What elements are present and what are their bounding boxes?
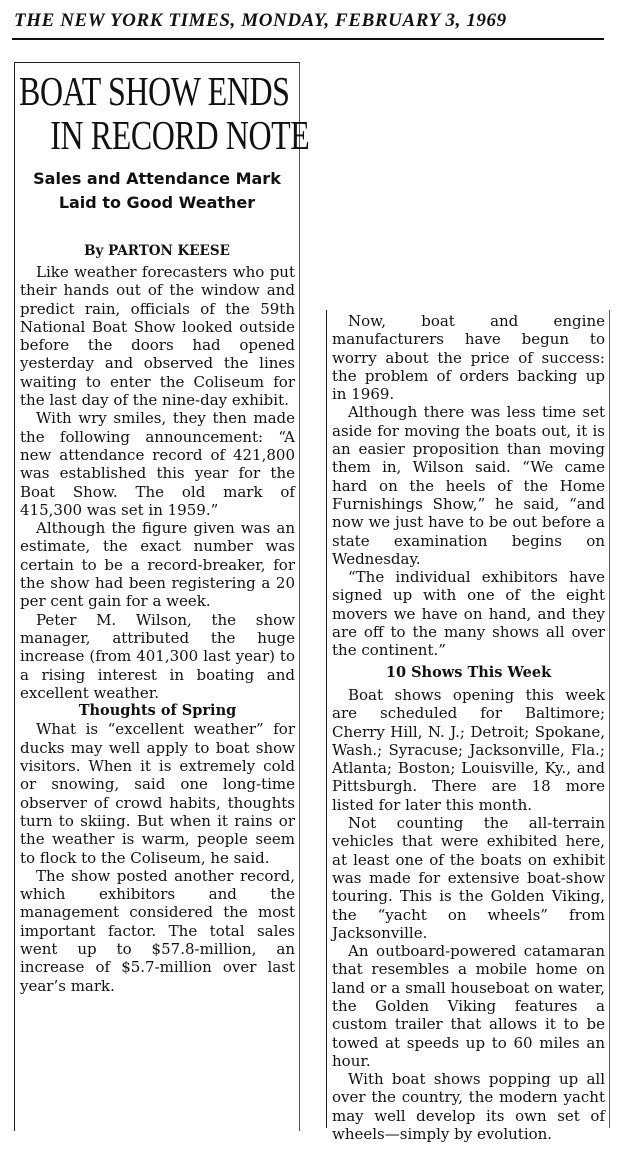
article-column-2: [326, 310, 610, 1144]
paragraph: An outboard-powered catamaran that resembles a mobile home on land or a small houseboat on water, the Golden Viking features a custom trailer that allows it to be towed at speeds up to 60 miles an hour.: [332, 942, 605, 1070]
paragraph: With boat shows popping up all over the country, the modern yacht may well develop its own set of wheels—simply by evolution.: [332, 1070, 605, 1144]
article-body-col-1: [20, 263, 295, 995]
headline-line-1: BOAT SHOW ENDS: [19, 68, 290, 114]
paragraph: Like weather forecasters who put their hands out of the window and predict rain, officials of the 59th National Boat Show looked outside before the doors had opened yesterday and observed the lines waiting to enter the Coliseum for the last day of the nine-day exhibit.: [20, 263, 295, 410]
paragraph: With wry smiles, they then made the following announcement: “A new attendance record of 421,800 was established this year for the Boat Show. The old mark of 415,300 was set in 1959.”: [20, 409, 295, 519]
deck-subheadline: [23, 167, 291, 215]
headline: [19, 68, 310, 158]
paragraph: What is “excellent weather” for ducks may well apply to boat show visitors. When it is extremely cold or snowing, said one long-time observer of crowd habits, thoughts turn to skiing. But when it rains or the weather is warm, people seem to flock to the Coliseum, he said.: [20, 720, 295, 867]
deck-line-2: Laid to Good Weather: [58, 193, 256, 212]
masthead-dateline: THE NEW YORK TIMES, MONDAY, FEBRUARY 3, 1969: [14, 10, 507, 31]
section-subhead: 10 Shows This Week: [385, 663, 552, 681]
masthead-rule: [12, 38, 604, 40]
headline-line-2: IN RECORD NOTE: [50, 112, 310, 158]
paragraph: Although there was less time set aside for moving the boats out, it is an easier proposition than moving them in, Wilson said. “We came hard on the heels of the Home Furnishings Show,” he said, “and now we just have to be out before a state examination begins on Wednesday.: [332, 403, 605, 568]
article-body-col-2: [332, 312, 605, 1143]
paragraph: Although the figure given was an estimate, the exact number was certain to be a record-breaker, for the show had been registering a 20 per cent gain for a week.: [20, 519, 295, 611]
paragraph: Not counting the all-terrain vehicles that were exhibited here, at least one of the boats on exhibit was made for extensive boat-show touring. This is the Golden Viking, the “yacht on wheels” from Jacksonville.: [332, 814, 605, 942]
paragraph: Peter M. Wilson, the show manager, attributed the huge increase (from 401,300 last year) to a rising interest in boating and excellent weather.: [20, 610, 295, 702]
paragraph: Boat shows opening this week are scheduled for Baltimore; Cherry Hill, N. J.; Detroit; Spokane, Wash.; Syracuse; Jacksonville, Fla.; Atlanta; Boston; Louisville, Ky., and Pittsburgh. There are 18 more listed for later this month.: [332, 685, 605, 814]
paragraph: Now, boat and engine manufacturers have begun to worry about the price of success: the problem of orders backing up in 1969.: [332, 312, 605, 404]
byline: By PARTON KEESE: [84, 243, 230, 259]
paragraph: The show posted another record, which exhibitors and the management considered the most important factor. The total sales went up to $57.8-million, an increase of $5.7-million over last year’s mark.: [20, 866, 295, 995]
deck-line-1: Sales and Attendance Mark: [33, 169, 281, 188]
article-column-1: [14, 62, 310, 1131]
paragraph: “The individual exhibitors have signed up with one of the eight movers we have on hand, and they are off to the many shows all over the continent.”: [332, 568, 605, 660]
section-subhead: Thoughts of Spring: [78, 702, 237, 720]
